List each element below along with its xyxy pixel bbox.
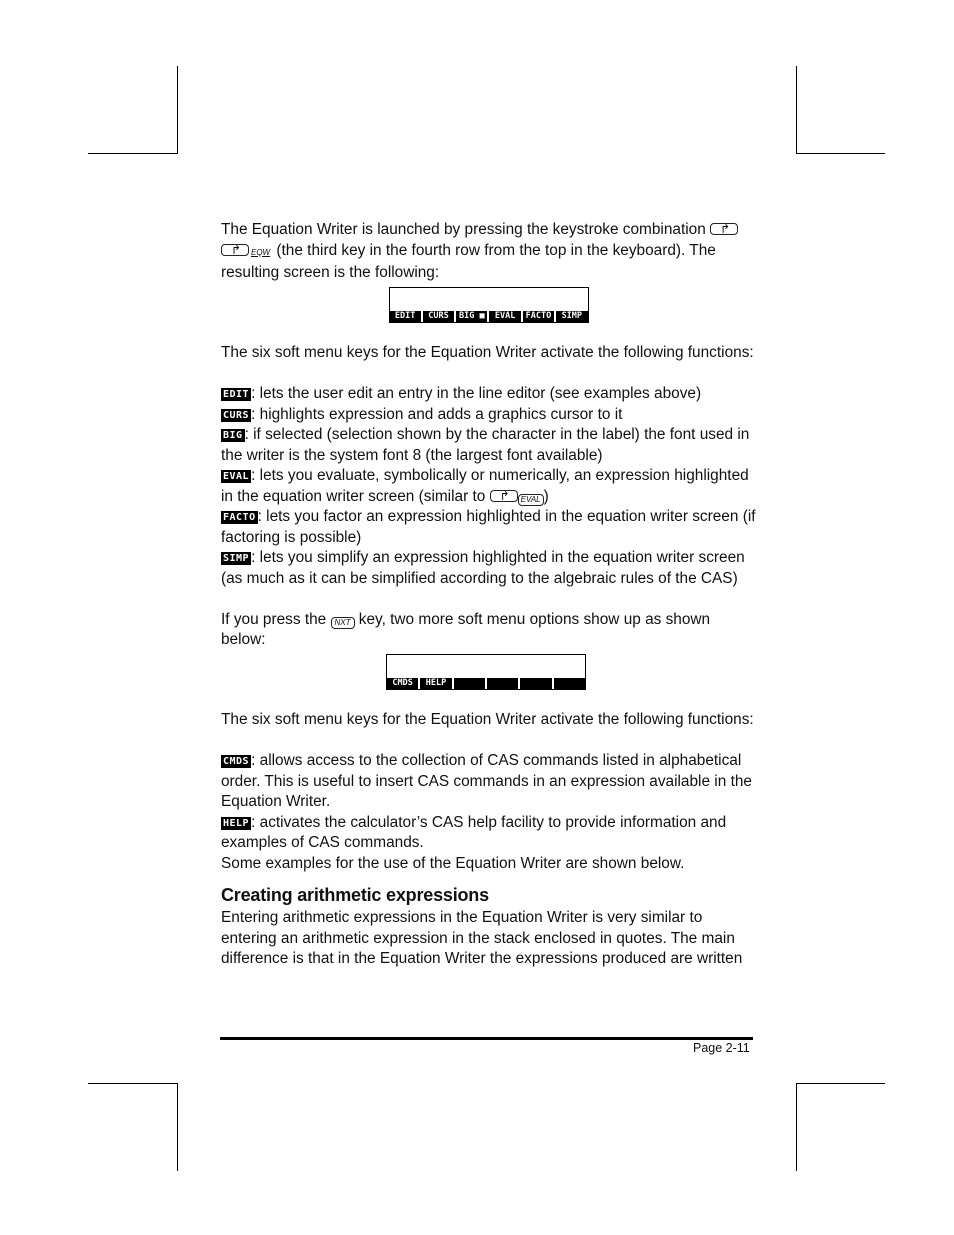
crop-mark xyxy=(796,66,797,154)
function-item: FACTO : lets you factor an expression highlighted in the equation writer screen (if factoring is possible) xyxy=(221,508,756,546)
soft-key-label: HELP xyxy=(223,817,250,829)
section-body: Entering arithmetic expressions in the Equation Writer is very similar to entering an arithmetic expression in the stack enclosed in quotes. The main difference is that in the Equation Writer the expressions produced are written xyxy=(221,909,743,967)
soft-key-label: EVAL xyxy=(223,471,250,482)
soft-menu-label: CURS xyxy=(423,311,456,322)
function-item: SIMP : lets you simplify an expression highlighted in the equation writer screen (as much as it can be simplified according to the algebraic rules of the CAS) xyxy=(221,549,745,587)
function-item: EDIT : lets the user edit an entry in the line editor (see examples above) xyxy=(223,385,702,402)
equation-writer-screen xyxy=(389,287,589,323)
soft-menu-label: HELP xyxy=(420,678,453,689)
crop-mark xyxy=(88,1083,177,1084)
intro-paragraph: The Equation Writer is launched by pressing the keystroke combination ↱ ↱EQW (the third key in the fourth row from the top in the keyboard). The resulting screen is the following: xyxy=(221,220,756,284)
right-shift-key-icon xyxy=(221,244,249,256)
soft-menu-bar xyxy=(387,678,585,689)
right-shift-key-icon xyxy=(710,223,738,235)
right-shift-key-icon xyxy=(490,490,518,502)
soft-menu-label: BIG ■ xyxy=(456,311,489,322)
paragraph: The six soft menu keys for the Equation Writer activate the following functions: xyxy=(221,711,754,728)
soft-menu-label xyxy=(554,678,585,689)
soft-key-label: FACTO xyxy=(223,512,256,523)
paragraph: Some examples for the use of the Equation Writer are shown below. xyxy=(221,854,685,872)
soft-key-label: SIMP xyxy=(223,553,250,564)
soft-menu-label: EDIT xyxy=(390,311,423,322)
function-item: CURS : highlights expression and adds a graphics cursor to it xyxy=(223,405,623,423)
soft-key-label: BIG xyxy=(223,430,243,441)
function-item: HELP : activates the calculator’s CAS help facility to provide information and examples of CAS commands. xyxy=(221,813,727,851)
crop-mark xyxy=(88,153,177,154)
crop-mark xyxy=(796,1083,797,1171)
soft-menu-label: CMDS xyxy=(387,678,420,689)
section-heading: Creating arithmetic expressions xyxy=(221,885,489,905)
soft-menu-label xyxy=(454,678,487,689)
soft-menu-label: EVAL xyxy=(489,311,522,322)
eqw-key-label: EQW xyxy=(251,247,271,257)
soft-key-label: EDIT xyxy=(223,389,250,400)
crop-mark xyxy=(797,153,885,154)
soft-menu-label: SIMP xyxy=(561,310,583,321)
footer-rule xyxy=(220,1037,753,1040)
nxt-key-icon: NXT xyxy=(331,617,355,629)
page-content xyxy=(221,220,756,970)
crop-mark xyxy=(177,66,178,154)
soft-key-label: CMDS xyxy=(223,756,250,767)
soft-menu-label xyxy=(487,678,520,689)
function-item: EVAL : lets you evaluate, symbolically or numerically, an expression highlighted in the equation writer screen (similar to ↱ EVAL ) xyxy=(221,466,756,507)
nxt-paragraph: If you press the NXT key, two more soft menu options show up as shown below: xyxy=(221,610,711,648)
soft-menu-label xyxy=(520,678,553,689)
crop-mark xyxy=(177,1083,178,1171)
paragraph: The six soft menu keys for the Equation Writer activate the following functions: xyxy=(221,344,754,361)
soft-key-label: CURS xyxy=(223,409,250,421)
soft-menu-bar xyxy=(390,311,588,322)
crop-mark xyxy=(797,1083,885,1084)
page-number: Page 2-11 xyxy=(693,1041,750,1055)
equation-writer-screen-next xyxy=(386,654,586,690)
function-item: BIG : if selected (selection shown by the character in the label) the font used in the writer is the system font 8 (the largest font available) xyxy=(221,426,750,464)
soft-menu-label: FACTO xyxy=(523,311,556,322)
function-item: CMDS : allows access to the collection of CAS commands listed in alphabetical order. This is useful to insert CAS commands in an expression available in the Equation Writer. xyxy=(221,752,752,810)
eval-key-icon: EVAL xyxy=(518,494,544,506)
